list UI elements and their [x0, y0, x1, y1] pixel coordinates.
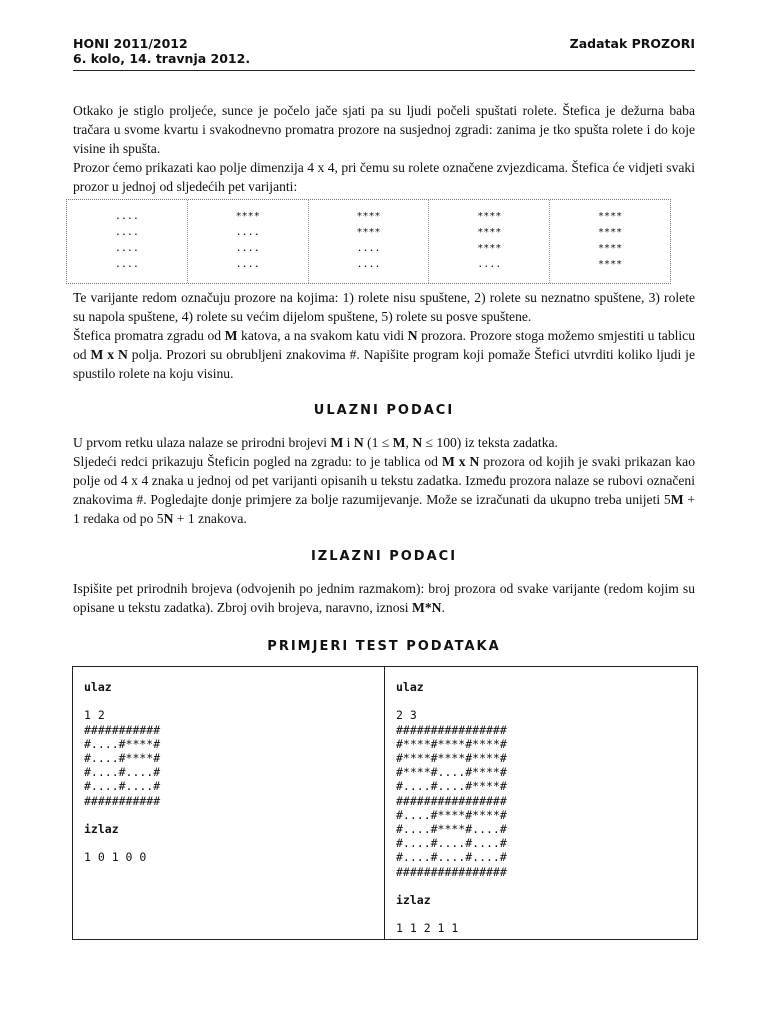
input-line-2 — [73, 452, 695, 528]
variant-line: .... — [114, 211, 139, 222]
input-line: #....#....#....# — [396, 836, 507, 851]
variant-line: **** — [356, 227, 381, 238]
intro-paragraph-2: Prozor ćemo prikazati kao polje dimenzija 4 x 4, pri čemu su rolete označene zvjezdicama. Štefica će vidjeti svaki prozor u jednoj od sljedećih pet varijanti: — [73, 160, 695, 194]
variant-line: .... — [477, 259, 502, 270]
round-date: 6. kolo, 14. travnja 2012. — [73, 51, 251, 66]
variants-description: Te varijante redom označuju prozore na kojima: 1) rolete nisu spuštene, 2) rolete su neznatno spuštene, 3) rolete su napola spuštene, 4) rolete su većim dijelom spuštene, 5) rolete su posve spuštene. — [73, 290, 695, 324]
input-label: ulaz — [396, 680, 424, 694]
variant-line: **** — [235, 211, 260, 222]
text-run: + 1 redaka od po 5 — [73, 492, 695, 526]
input-line: #....#****# — [84, 751, 161, 765]
symbol-N: N — [353, 435, 364, 450]
variant-line: **** — [598, 259, 623, 270]
contest-name: HONI 2011/2012 — [73, 36, 188, 51]
input-line: #....#....# — [84, 765, 161, 780]
variant-5 — [550, 200, 670, 283]
text-run: i — [343, 435, 354, 450]
input-line: 2 3 — [396, 708, 417, 723]
variants-table — [66, 199, 671, 284]
input-line: ################ — [396, 864, 507, 879]
variant-line: .... — [235, 259, 260, 270]
variant-line: .... — [356, 259, 381, 270]
text-run: . — [441, 600, 445, 615]
output-section-title: IZLAZNI PODACI — [310, 549, 458, 564]
intro-paragraph-1: Otkako je stiglo proljeće, sunce je počelo jače sjati pa su ljudi počeli spuštati rolete. Štefica je dežurna baba tračara u svome kvartu i svakodnevno promatra prozore na susjednoj zgradi: zanima je tko spušta rolete i do koje visine ih spušta. — [73, 103, 695, 156]
input-line: 1 2 — [84, 708, 105, 723]
symbol-M: M — [670, 492, 684, 507]
input-line: ########### — [84, 793, 161, 808]
symbol-M: M — [224, 328, 238, 343]
variant-line: .... — [114, 259, 139, 270]
variant-2 — [188, 200, 309, 283]
input-line: #....#....#****# — [396, 779, 507, 794]
header-divider — [73, 70, 695, 71]
symbol-N: N — [407, 328, 418, 343]
examples-table — [72, 666, 698, 940]
text-run: + 1 znakova. — [173, 511, 247, 526]
variant-line: **** — [477, 227, 502, 238]
text-run: Sljedeći redci prikazuju Šteficin pogled na zgradu: to je tablica od — [73, 454, 442, 469]
text-run: ≤ 100) iz teksta zadatka. — [422, 435, 558, 450]
input-line: #....#****# — [84, 736, 161, 751]
variant-line: .... — [235, 227, 260, 238]
input-line: ########### — [84, 722, 161, 737]
output-value: 1 0 1 0 0 — [84, 850, 147, 865]
symbol-MxN: M x N — [441, 454, 480, 469]
symbol-M: M — [330, 435, 344, 450]
input-line: #****#****#****# — [396, 751, 507, 765]
text-run: Štefica promatra zgradu od — [73, 328, 225, 343]
input-line: #****#****#****# — [396, 736, 507, 751]
variant-line: .... — [235, 243, 260, 254]
variant-3 — [309, 200, 430, 283]
variant-line: **** — [598, 211, 623, 222]
output-label: izlaz — [84, 822, 119, 836]
output-description — [73, 579, 695, 617]
variant-4 — [429, 200, 550, 283]
text-run: prozora. Prozore stoga možemo smjestiti u tablicu od — [73, 328, 695, 362]
input-line-1 — [73, 433, 695, 452]
variant-line: **** — [598, 227, 623, 238]
text-run: Ispišite pet prirodnih brojeva (odvojenih po jednim razmakom): broj prozora od svake varijante (redom kojim su opisane u tekstu zadatka). Zbroj ovih brojeva, naravno, iznosi — [73, 581, 695, 615]
input-line: #....#....# — [84, 779, 161, 794]
variant-line: **** — [477, 243, 502, 254]
variant-line: **** — [598, 243, 623, 254]
symbol-MxN: M x N — [90, 347, 128, 362]
header-left — [73, 36, 250, 66]
example-2 — [385, 667, 697, 939]
text-run: polja. Prozori su obrubljeni znakovima #. Napišite program koji pomaže Štefici utvrditi koliko ljudi je spustilo rolete na koju visinu. — [73, 347, 695, 381]
text-run: prozora od kojih je svaki prikazan kao polje od 4 x 4 znaka u jednoj od pet varijanti opisanih u tekstu zadatka. Između prozora nalaze se rubovi označeni znakovima #. Pogledajte donje primjere za bolje razumijevanje. Može se izračunati da ukupno treba unijeti 5 — [73, 454, 696, 507]
symbol-N: N — [412, 435, 423, 450]
variant-line: **** — [477, 211, 502, 222]
symbol-MN: M*N — [412, 600, 442, 615]
example-1 — [73, 667, 385, 939]
variant-line: .... — [114, 243, 139, 254]
text-run: (1 ≤ — [363, 435, 393, 450]
symbol-M: M — [392, 435, 406, 450]
input-line: #****#....#****# — [396, 765, 507, 780]
intro-paragraph-4 — [73, 326, 695, 383]
input-line: #....#....#....# — [396, 850, 507, 865]
output-value: 1 1 2 1 1 — [396, 921, 459, 936]
input-line: ################ — [396, 722, 507, 737]
text-run: katova, a na svakom katu vidi — [237, 328, 408, 343]
examples-title: PRIMJERI TEST PODATAKA — [267, 639, 501, 654]
variant-line: .... — [114, 227, 139, 238]
text-run: U prvom retku ulaza nalaze se prirodni brojevi — [73, 435, 331, 450]
input-section-title: ULAZNI PODACI — [313, 403, 455, 418]
variant-line: .... — [356, 243, 381, 254]
text-run: , — [405, 435, 413, 450]
task-name: Zadatak PROZORI — [569, 36, 695, 51]
input-line: #....#****#....# — [396, 822, 507, 837]
variant-1 — [67, 200, 188, 283]
input-line: #....#****#****# — [396, 807, 507, 822]
output-label: izlaz — [396, 893, 431, 908]
symbol-N: N — [163, 511, 174, 526]
input-label: ulaz — [84, 680, 112, 694]
variant-line: **** — [356, 211, 381, 222]
input-line: ################ — [396, 793, 507, 808]
